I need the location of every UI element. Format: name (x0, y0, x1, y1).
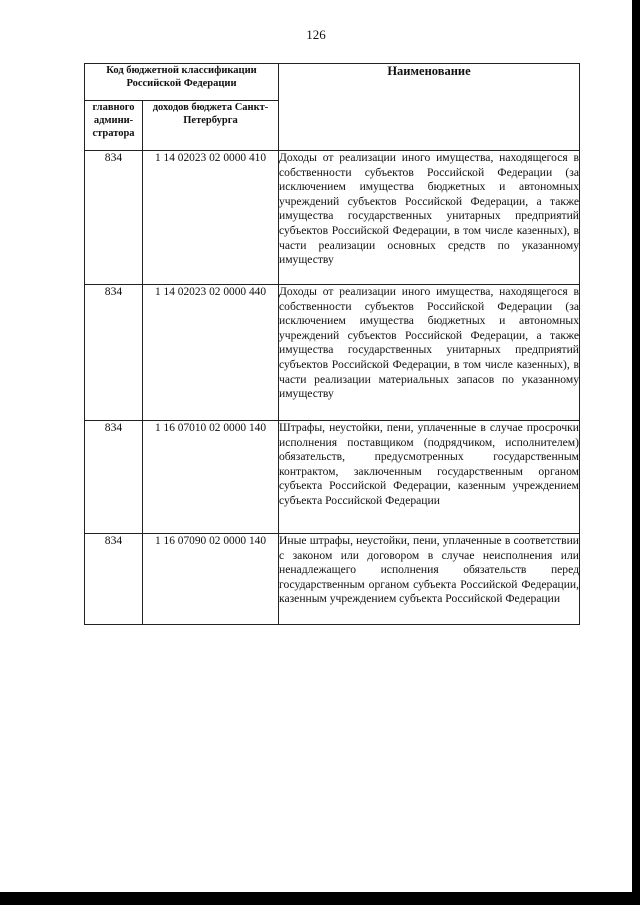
header-admin: главного админи-стратора (85, 101, 143, 151)
name-cell: Доходы от реализации иного имущества, находящегося в собственности субъектов Российской Федерации (за исключением имущества бюджетных и автономных учреждений субъектов Российской Федерации, а также имущества государственных унитарных предприятий субъектов Российской Федерации, в том числе казенных), в части реализации материальных запасов по указанному имуществу (279, 285, 580, 421)
admin-code-cell: 834 (85, 285, 143, 421)
budget-classification-table (84, 63, 580, 625)
table-row (85, 151, 580, 285)
name-cell: Иные штрафы, неустойки, пени, уплаченные в соответствии с законом или договором в случае неисполнения или ненадлежащего исполнения обязательств перед государственным органом субъекта Российской Федерации, казенным учреждением субъекта Российской Федерации (279, 534, 580, 625)
page-number: 126 (306, 27, 326, 42)
admin-code-cell: 834 (85, 151, 143, 285)
income-code-cell: 1 16 07010 02 0000 140 (143, 421, 279, 534)
income-code-cell: 1 14 02023 02 0000 440 (143, 285, 279, 421)
scan-border (0, 892, 640, 905)
header-classification-group: Код бюджетной классификации Российской Федерации (85, 64, 279, 101)
header-income: доходов бюджета Санкт-Петербурга (143, 101, 279, 151)
table-row (85, 534, 580, 625)
table-row (85, 285, 580, 421)
income-code-cell: 1 16 07090 02 0000 140 (143, 534, 279, 625)
income-code-cell: 1 14 02023 02 0000 410 (143, 151, 279, 285)
header-name: Наименование (279, 64, 580, 151)
name-cell: Штрафы, неустойки, пени, уплаченные в случае просрочки исполнения поставщиком (подрядчиком, исполнителем) обязательств, предусмотренных государственным контрактом, заключенным государственным органом субъекта Российской Федерации, казенным учреждением субъекта Российской Федерации (279, 421, 580, 534)
table-row (85, 421, 580, 534)
admin-code-cell: 834 (85, 421, 143, 534)
admin-code-cell: 834 (85, 534, 143, 625)
name-cell: Доходы от реализации иного имущества, находящегося в собственности субъектов Российской Федерации (за исключением имущества бюджетных и автономных учреждений субъектов Российской Федерации, а также имущества государственных унитарных предприятий субъектов Российской Федерации, в том числе казенных), в части реализации основных средств по указанному имуществу (279, 151, 580, 285)
